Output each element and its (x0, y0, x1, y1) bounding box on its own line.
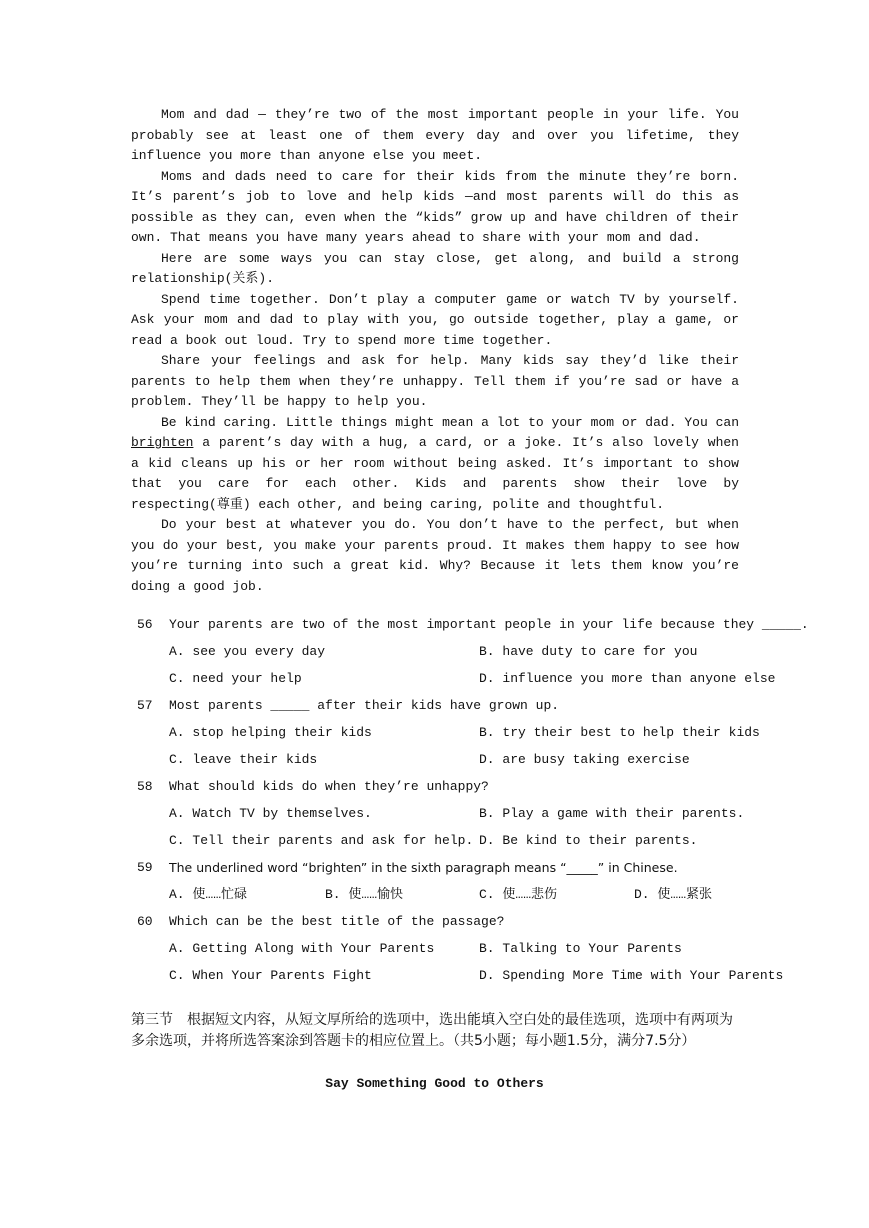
paragraph-2: Moms and dads need to care for their kids from the minute they’re born. It’s parent’s job to love and help kids —and most parents will do this as possible as they can, even when the “kids” grow up and have children of their own. That means you have many years ahead to share with your mom and dad. (131, 168, 739, 245)
question-stem: Most parents _____ after their kids have grown up. (169, 698, 560, 713)
paragraph-4: Spend time together. Don’t play a computer game or watch TV by yourself. Ask your mom and dad to play with you, go outside together, play a game, or read a book out loud. Try to spend more time together. (131, 291, 739, 348)
options-row (137, 749, 787, 776)
question-stem: Which can be the best title of the passage? (169, 914, 505, 929)
question-60 (137, 911, 787, 938)
options-row (137, 965, 787, 992)
option-c: C. 使……悲伤 (479, 887, 558, 902)
question-stem: Your parents are two of the most important people in your life because they _____. (169, 617, 809, 632)
option-b: B. Talking to Your Parents (479, 941, 682, 956)
options-row (137, 830, 787, 857)
option-a: A. Watch TV by themselves. (169, 806, 372, 821)
option-c: C. leave their kids (169, 752, 318, 767)
question-number: 58 (137, 779, 153, 794)
option-a: A. Getting Along with Your Parents (169, 941, 435, 956)
passage-title: Say Something Good to Others (325, 1076, 544, 1091)
question-57 (137, 695, 787, 722)
paragraph-6-rest: a parent’s day with a hug, a card, or a joke. It’s also lovely when a kid cleans up his or her room without being asked. It’s important to show that you care for each other. Kids and parents show their love by respecting(尊重) each other, and being caring, polite and thoughtful. (131, 435, 739, 512)
question-58 (137, 776, 787, 803)
option-b: B. try their best to help their kids (479, 725, 760, 740)
paragraph-6 (131, 413, 739, 516)
section-3-instruction: 第三节 根据短文内容，从短文厚所给的选项中，选出能填入空白处的最佳选项，选项中有两项为多余选项，并将所选答案涂到答题卡的相应位置上。（共5小题；每小题1.5分，满分7.5分） (131, 1012, 733, 1049)
option-b: B. 使……愉快 (325, 887, 404, 902)
options-row (137, 938, 787, 965)
option-c: C. When Your Parents Fight (169, 968, 372, 983)
option-a: A. see you every day (169, 644, 326, 659)
option-d: D. Be kind to their parents. (479, 833, 698, 848)
option-b: B. have duty to care for you (479, 644, 698, 659)
paragraph-1: Mom and dad — they’re two of the most important people in your life. You probably see at least one of them every day and over you lifetime, they influence you more than anyone else you meet. (131, 107, 739, 163)
question-number: 59 (137, 860, 153, 875)
option-a: A. stop helping their kids (169, 725, 372, 740)
question-number: 56 (137, 617, 153, 632)
option-d: D. Spending More Time with Your Parents (479, 968, 784, 983)
option-c: C. need your help (169, 671, 302, 686)
question-number: 60 (137, 914, 153, 929)
options-row (137, 722, 787, 749)
options-row (137, 884, 787, 911)
options-row (137, 668, 787, 695)
paragraph-6-start: Be kind caring. Little things might mean a lot to your mom or dad. You can (161, 414, 739, 430)
question-list (137, 614, 809, 992)
question-stem: The underlined word “brighten” in the sixth paragraph means “_____” in Chinese. (169, 860, 678, 875)
options-row (137, 803, 787, 830)
option-d: D. are busy taking exercise (479, 752, 690, 767)
question-number: 57 (137, 698, 153, 713)
option-d: D. influence you more than anyone else (479, 671, 776, 686)
option-d: D. 使……紧张 (634, 887, 713, 902)
underlined-word: brighten (131, 435, 194, 450)
option-a: A. 使……忙碌 (169, 887, 248, 902)
question-59 (137, 857, 787, 884)
options-row (137, 641, 787, 668)
option-c: C. Tell their parents and ask for help. (169, 833, 474, 848)
paragraph-5: Share your feelings and ask for help. Many kids say they’d like their parents to help them when they’re unhappy. Tell them if you’re sad or have a problem. They’ll be happy to help you. (131, 353, 739, 409)
option-b: B. Play a game with their parents. (479, 806, 745, 821)
paragraph-7: Do your best at whatever you do. You don’t have to the perfect, but when you do your best, you make your parents proud. It makes them happy to see how you’re turning into such a great kid. Why? Because it lets them know you’re doing a good job. (131, 517, 739, 594)
reading-passage (131, 105, 739, 597)
question-stem: What should kids do when they’re unhappy? (169, 779, 489, 794)
question-56 (137, 614, 809, 641)
paragraph-3: Here are some ways you can stay close, get along, and build a strong relationship(关系). (131, 250, 739, 286)
